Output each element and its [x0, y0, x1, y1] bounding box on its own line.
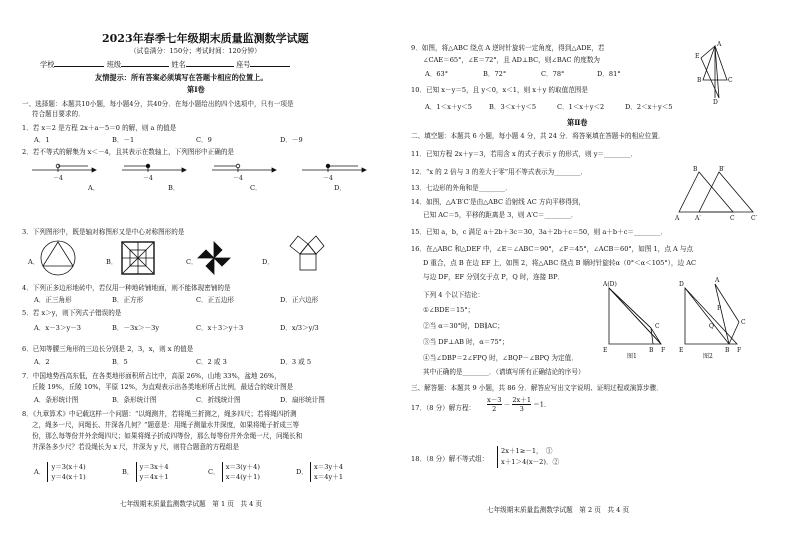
q5-opt-a: A．x－3＞y－3 [34, 324, 81, 332]
q8-opt-b [122, 462, 169, 482]
q9-stem-2: ∠CAE＝65°，∠E＝72°，且 AD⊥BC，则∠BAC 的度数为 [423, 56, 601, 64]
q8-opt-d-label: D． [296, 468, 308, 476]
q1-opt-c: C．9 [196, 136, 212, 144]
q8-opt-c-label: C． [208, 468, 220, 476]
q16-stem-1: 16．在△ABC 和△DEF 中，∠E＝∠ABC＝90°，∠F＝45°，∠ACB＝60°，如图 1，点 A 与点 [411, 245, 694, 253]
fig1-pt-b: B [649, 347, 654, 354]
q5-opt-d: D．x/3＞y/3 [280, 324, 319, 332]
exam-title: 2023年春季七年级期末质量监测数学试题 [102, 32, 309, 45]
q7-opt-d: D．扇形统计图 [280, 396, 325, 404]
q8-opt-d [296, 462, 343, 482]
q8-opt-c-eq1: x＝3(y＋4) [225, 463, 260, 471]
q8-opt-b-eq1: y＝3x＋4 [139, 463, 169, 471]
q10-opt-d: D．2＜x＋y＜5 [625, 103, 673, 111]
number-line-a [32, 164, 96, 172]
number-line-b [122, 164, 186, 172]
q17-denominator-1: 2 [492, 405, 497, 413]
q18-label: 18．（8 分）解不等式组： [411, 455, 489, 463]
field-class-label: 班级 [106, 60, 122, 69]
q16-stem-2: D 重合，点 B 在边 EF 上，如图 2，将△ABC 绕点 B 顺时针旋转α（0°＜α＜105°），边 AC [423, 259, 696, 267]
q8-opt-d-eq1: x＝3y＋4 [314, 463, 344, 471]
q9-pt-c: C [728, 77, 733, 84]
q17-denominator-2: 3 [519, 405, 524, 413]
q16-figure-2 [679, 277, 759, 360]
q3-stem: 3．下列图形中，既是轴对称图形又是中心对称图形的是 [22, 228, 185, 236]
fig2-pt-a: A [715, 277, 720, 284]
q17-numerator-1: x－3 [487, 396, 502, 404]
q9-pt-d: D [713, 99, 718, 106]
q3-shapes [40, 240, 380, 280]
q8-stem-1: 8．《九章算术》中记载这样一个问题：“以绳测井，若将绳三折测之，绳多四尺；若将绳四折测 [22, 410, 297, 418]
shape-triangle-in-circle [41, 241, 75, 275]
field-seat-label: 座号 [236, 60, 251, 69]
q9-pt-a: A [717, 41, 722, 48]
fig1-pt-ad: A(D) [603, 281, 617, 288]
q3-opt-d: D． [262, 258, 274, 266]
q16-figure-1 [603, 282, 673, 360]
q4-opt-c: C．正五边形 [196, 296, 235, 304]
q8-stem-4: 井深各多少尺？若设绳长为 x 尺，井深为 y 尺，则符合题意的方程组是 [32, 443, 240, 451]
fig2-pt-c: C [741, 319, 746, 326]
q18-eq1: 2x＋1≥－1， ① [501, 447, 553, 455]
shape-square-grid [122, 242, 154, 274]
fig2-pt-b: B [725, 347, 730, 354]
q6-opt-a: A．2 [34, 358, 50, 366]
q9-opt-d: D．81° [597, 70, 621, 78]
q1-opt-b: B．－1 [112, 136, 135, 144]
q17-equation [487, 396, 551, 413]
q4-opt-a: A．正三角形 [34, 296, 72, 304]
q18-eq2: x＋1＞4(x－2)．② [501, 458, 560, 466]
q9-stem-1: 9．如图，将△ABC 绕点 A 逆时针旋转一定角度，得到△ADE，若 [411, 44, 605, 52]
q9-pt-b: B [697, 77, 702, 84]
fig2-pt-d: D [679, 281, 684, 288]
q4-opt-b: B．正方形 [112, 296, 144, 304]
fig2-pt-e: E [679, 347, 684, 354]
fig1-caption: 图1 [627, 353, 637, 360]
q3-opt-b: B． [106, 258, 118, 266]
q14-pt-c: C [730, 215, 735, 222]
q8-opt-b-label: B． [122, 468, 134, 476]
fig2-pt-f: F [737, 347, 742, 354]
exam-page-2 [397, 0, 794, 549]
q16-item-1: ①∠BDE＝15°； [423, 306, 475, 314]
q7-stem-1: 7．中国地势西高东低，在各类地形面积所占比中，高原 26%，山地 33%，盆地 26%， [22, 372, 281, 380]
q1-stem: 1．若 x＝2 是方程 2x＋a－5＝0 的解，则 a 的值是 [22, 124, 177, 132]
q10-opt-b: B．3＜x＋y＜5 [489, 103, 537, 111]
q2-opt-d: D． [334, 184, 346, 192]
fig2-pt-q: Q [709, 323, 714, 330]
q4-opt-d: D．正六边形 [280, 296, 319, 304]
q16-item-3: ③当 DF⊥AB 时，α＝75°； [423, 338, 509, 346]
q17-label: 17．（8 分）解方程： [411, 404, 476, 412]
field-school-label: 学校 [40, 60, 55, 69]
q10-stem: 10．已知 x－y＝5，且 y＜0，x＜1，则 x＋y 的取值范围是 [411, 86, 588, 94]
section1-intro-1: 一、选择题：本题共10小题，每小题4分，共40分．在每小题给出的四个选项中，只有一项是 [22, 100, 294, 108]
q14-pt-b2: B′ [719, 166, 725, 173]
q4-stem: 4．下列正多边形地砖中，若仅用一种地砖铺地面，则不能体现密铺的是 [22, 284, 231, 292]
q16-item-2: ②当 α＝30°时，DB∥AC； [423, 322, 504, 330]
friendly-tip: 友情提示：所有答案必须填写在答题卡相应的位置上。 [95, 73, 268, 82]
q3-opt-c: C． [186, 258, 198, 266]
q17-minus: － [503, 400, 511, 409]
q8-opt-a-label: A． [34, 468, 46, 476]
q2-stem: 2．若不等式的解集为 x＜－4，且其表示在数轴上，下列图形中正确的是 [22, 148, 235, 156]
q5-stem: 5．若 x＞y，则下列式子错误的是 [22, 309, 122, 317]
q9-figure [697, 40, 737, 104]
q9-opt-c: C．78° [541, 70, 565, 78]
q14-stem-2: 已知 AC＝5，平移的距离是 3，则 A′C＝________． [423, 211, 578, 219]
q16-stem-4: 下列 4 个以下结论： [423, 291, 485, 299]
q9-pt-e: E [695, 53, 700, 60]
q8-opt-a-eq1: y＝3(x＋4) [51, 463, 86, 471]
number-line-d [302, 164, 366, 172]
field-name-label: 姓名 [171, 60, 186, 69]
q10-opt-c: C．1＜x＋y＜2 [557, 103, 605, 111]
q15-stem: 15．已知 a，b，c 满足 a＋2b＋3c＝30，3a＋2b＋c＝50，则 a＋b＋c＝________． [411, 228, 667, 236]
q2-tick-c: －4 [233, 175, 243, 182]
q13-stem: 13．七边形的外角和是________． [411, 184, 512, 192]
q8-opt-c-eq2: x＝4(y＋1) [225, 473, 260, 481]
shape-pythagorean [290, 236, 324, 270]
q2-tick-a: －4 [53, 175, 63, 182]
fig1-pt-f: F [661, 347, 666, 354]
q7-opt-b: B．条形统计图 [112, 396, 157, 404]
fig1-pt-c: C [655, 323, 660, 330]
q14-pt-b: B [693, 166, 698, 173]
q12-stem: 12．“x 的 2 倍与 3 的差大于零”用不等式表示为________． [411, 168, 588, 176]
q11-stem: 11．已知方程 2x＋y＝3，若用含 x 的式子表示 y 的形式，则 y＝________． [411, 150, 637, 158]
q9-opt-a: A．63° [425, 70, 449, 78]
q14-pt-a: A [675, 215, 680, 222]
section1-intro-2: 符合题目要求的． [32, 110, 85, 118]
q3-opt-a: A． [28, 258, 40, 266]
q6-opt-c: C．2 或 3 [196, 358, 227, 366]
q8-opt-d-eq2: x＝4y＋1 [314, 473, 344, 481]
q8-stem-3: 份，那么每等份井外余绳四尺；如果将绳子折成四等份，那么每等份井外余绳一尺，问绳长和 [32, 432, 303, 440]
q6-opt-b: B．5 [112, 358, 128, 366]
q5-opt-c: C．x＋3＞y＋3 [196, 324, 244, 332]
part2-heading: 第Ⅱ卷 [567, 118, 588, 127]
q8-opt-b-eq2: y＝4x＋1 [139, 473, 169, 481]
q8-opt-a [34, 462, 86, 482]
shape-pinwheel [198, 242, 230, 274]
fig2-pt-p: P [717, 305, 722, 312]
page1-footer: 七年级期末质量监测数学试题 第 1 页 共 4 页 [120, 500, 263, 508]
q18-system [497, 446, 559, 468]
section2-intro: 二、填空题：本题共 6 小题，每小题 4 分，共 24 分．将答案填在答题卡的相应位置． [411, 132, 665, 140]
q7-stem-2: 丘陵 19%，丘陵 10%，平原 12%，为直观表示出各类地形所占比例，最适合的统计图是 [32, 383, 294, 391]
q10-opt-a: A．1＜x＋y＜5 [425, 103, 472, 111]
fig1-pt-e: E [603, 347, 608, 354]
q14-pt-c2: C′ [751, 215, 757, 222]
q17-rhs: ＝1． [533, 400, 551, 409]
q14-stem-1: 14．如图，△A′B′C′是由△ABC 沿射线 AC 方向平移得到， [411, 198, 586, 206]
info-fields [40, 60, 290, 69]
q9-opt-b: B．72° [483, 70, 507, 78]
number-line-c [212, 164, 276, 172]
q16-stem-3: 与边 DF，EF 分别交于点 P，Q 时，连接 BP． [423, 273, 565, 281]
q2-opt-a: A． [88, 184, 100, 192]
q6-stem: 6．已知等腰三角形的三边长分别是 2，3，x，则 x 的值是 [22, 345, 194, 353]
q2-opt-c: C． [250, 184, 262, 192]
q2-tick-b: －4 [143, 175, 153, 182]
q1-opt-d: D．－9 [280, 136, 303, 144]
exam-info: （试卷满分：150分；考试时间：120分钟） [130, 47, 261, 55]
q17-numerator-2: 2x＋1 [512, 396, 532, 404]
q8-stem-2: 之，绳多一尺，问绳长、井深各几何？”题意是：用绳子测量水井深度，如果将绳子折成三等 [32, 421, 300, 429]
part1-heading: 第Ⅰ卷 [187, 85, 205, 94]
page2-footer: 七年级期末质量监测数学试题 第 2 页 共 4 页 [487, 506, 630, 514]
q2-number-lines [28, 160, 388, 184]
q1-opt-a: A．1 [34, 136, 50, 144]
section3-intro: 三、解答题：本题共 9 小题，共 86 分．解答应写出文字说明、证明过程或演算步骤． [411, 384, 663, 392]
q2-tick-d: －4 [323, 175, 333, 182]
q14-pt-a2: A′ [695, 215, 701, 222]
fig2-caption: 图2 [703, 353, 713, 360]
q8-opt-a-eq2: y＝4(x＋1) [51, 473, 86, 481]
q14-figure [673, 166, 773, 220]
q7-opt-c: C．折线统计图 [196, 396, 241, 404]
q2-opt-b: B． [168, 184, 180, 192]
q7-opt-a: A．条形统计图 [34, 396, 79, 404]
q16-conclusion: 其中正确的是________．（请填写所有正确结论的序号） [423, 368, 585, 376]
q6-opt-d: D．3 或 5 [280, 358, 312, 366]
q8-opt-c [208, 462, 260, 482]
q5-opt-b: B．－3x＞－3y [112, 324, 160, 332]
q16-item-4: ④当∠DBP＝2∠FPQ 时，∠BQP－∠BPQ 为定值． [423, 354, 578, 362]
